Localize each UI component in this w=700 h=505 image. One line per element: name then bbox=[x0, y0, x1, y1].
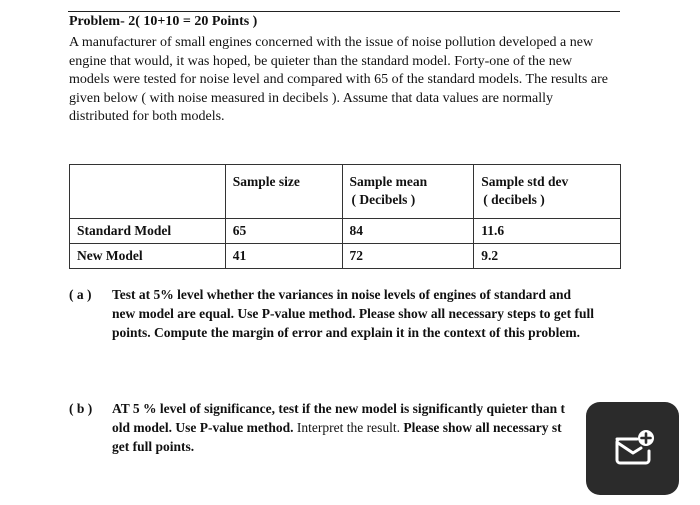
intro-line: engine that would, it was hoped, be quieter than the standard model. Forty-one of the new bbox=[69, 53, 573, 69]
add-to-mail-button[interactable] bbox=[586, 402, 679, 495]
question-line: AT 5 % level of significance, test if the new model is significantly quieter than t bbox=[112, 401, 565, 416]
question-a-text bbox=[112, 285, 594, 342]
header-sample-mean-unit: ( Decibels ) bbox=[351, 192, 416, 207]
intro-line: models were tested for noise level and compared with 65 of the standard models. The results are bbox=[69, 72, 608, 88]
top-rule bbox=[68, 11, 620, 12]
intro-line: given below ( with noise measured in decibels ). Assume that data values are normally bbox=[69, 90, 554, 106]
row-model: Standard Model bbox=[70, 219, 226, 244]
question-line bbox=[112, 418, 565, 437]
row-std: 11.6 bbox=[474, 219, 621, 244]
header-sample-size: Sample size bbox=[225, 165, 342, 219]
question-a-label: ( a ) bbox=[69, 287, 92, 302]
question-bold-part: old model. Use P-value method. bbox=[112, 420, 297, 435]
row-std: 9.2 bbox=[474, 244, 621, 269]
question-bold-part: Please show all necessary st bbox=[403, 420, 562, 435]
row-size: 65 bbox=[225, 219, 342, 244]
row-model: New Model bbox=[70, 244, 226, 269]
question-normal-part: Interpret the result. bbox=[296, 420, 404, 435]
question-line: points. Compute the margin of error and explain it in the context of this problem. bbox=[112, 325, 580, 340]
row-mean: 84 bbox=[342, 219, 474, 244]
table-row bbox=[70, 244, 621, 269]
header-sample-std-unit: ( decibels ) bbox=[483, 192, 545, 207]
row-mean: 72 bbox=[342, 244, 474, 269]
row-size: 41 bbox=[225, 244, 342, 269]
problem-title: Problem- 2( 10+10 = 20 Points ) bbox=[69, 14, 258, 29]
header-sample-mean-label: Sample mean bbox=[349, 174, 428, 189]
header-empty-cell bbox=[70, 165, 226, 219]
header-sample-std-label: Sample std dev bbox=[481, 174, 569, 189]
table-row bbox=[70, 219, 621, 244]
header-sample-std bbox=[474, 165, 621, 219]
data-table bbox=[69, 164, 621, 269]
header-sample-mean bbox=[342, 165, 474, 219]
intro-line: distributed for both models. bbox=[69, 109, 225, 125]
table-header-row bbox=[70, 165, 621, 219]
question-b-label: ( b ) bbox=[69, 401, 93, 416]
question-line: new model are equal. Use P-value method. Please show all necessary steps to get full bbox=[112, 306, 594, 321]
intro-line: A manufacturer of small engines concerned with the issue of noise pollution developed a new bbox=[69, 35, 594, 50]
question-b-text bbox=[112, 399, 565, 456]
mail-add-icon bbox=[611, 429, 655, 469]
problem-intro bbox=[69, 34, 629, 127]
question-line: Test at 5% level whether the variances in noise levels of engines of standard and bbox=[112, 287, 571, 302]
question-line: get full points. bbox=[112, 439, 195, 454]
